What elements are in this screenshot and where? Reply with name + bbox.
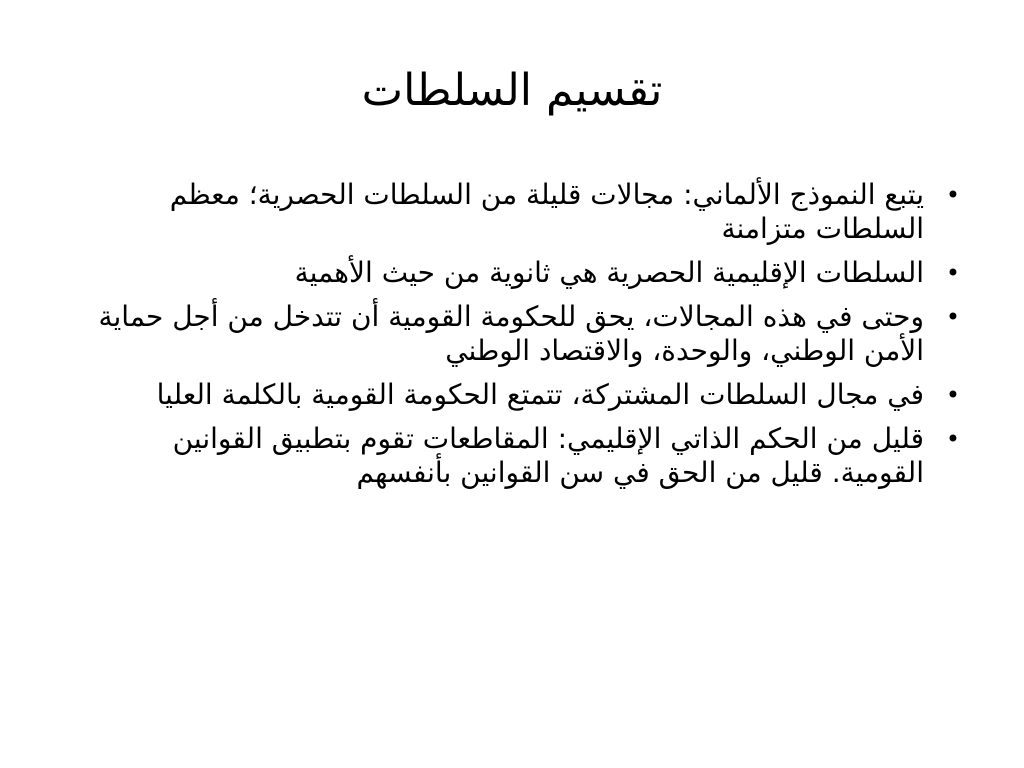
bullet-text-1: يتبع النموذج الألماني: مجالات قليلة من السلطات الحصرية؛ معظم السلطات متزامنة [169, 178, 924, 245]
bullet-item-1 [82, 178, 960, 246]
bullet-item-3 [82, 300, 960, 368]
bullet-icon: • [945, 303, 960, 331]
bullet-list [82, 178, 960, 500]
bullet-text-3: وحتى في هذه المجالات، يحق للحكومة القومية أن تتدخل من أجل حماية الأمن الوطني، والوحدة، والاقتصاد الوطني [98, 300, 924, 367]
bullet-icon: • [945, 259, 960, 287]
bullet-item-5 [82, 422, 960, 490]
bullet-icon: • [945, 425, 960, 453]
bullet-text-2: السلطات الإقليمية الحصرية هي ثانوية من حيث الأهمية [294, 256, 924, 289]
bullet-icon: • [945, 381, 960, 409]
bullet-text-4: في مجال السلطات المشتركة، تتمتع الحكومة القومية بالكلمة العليا [156, 378, 924, 411]
bullet-text-5: قليل من الحكم الذاتي الإقليمي: المقاطعات تقوم بتطبيق القوانين القومية. قليل من الحق في سن القوانين بأنفسهم [172, 422, 924, 489]
bullet-item-2 [82, 256, 960, 290]
bullet-item-4 [82, 378, 960, 412]
bullet-icon: • [945, 181, 960, 209]
slide-title: تقسيم السلطات [361, 65, 663, 116]
